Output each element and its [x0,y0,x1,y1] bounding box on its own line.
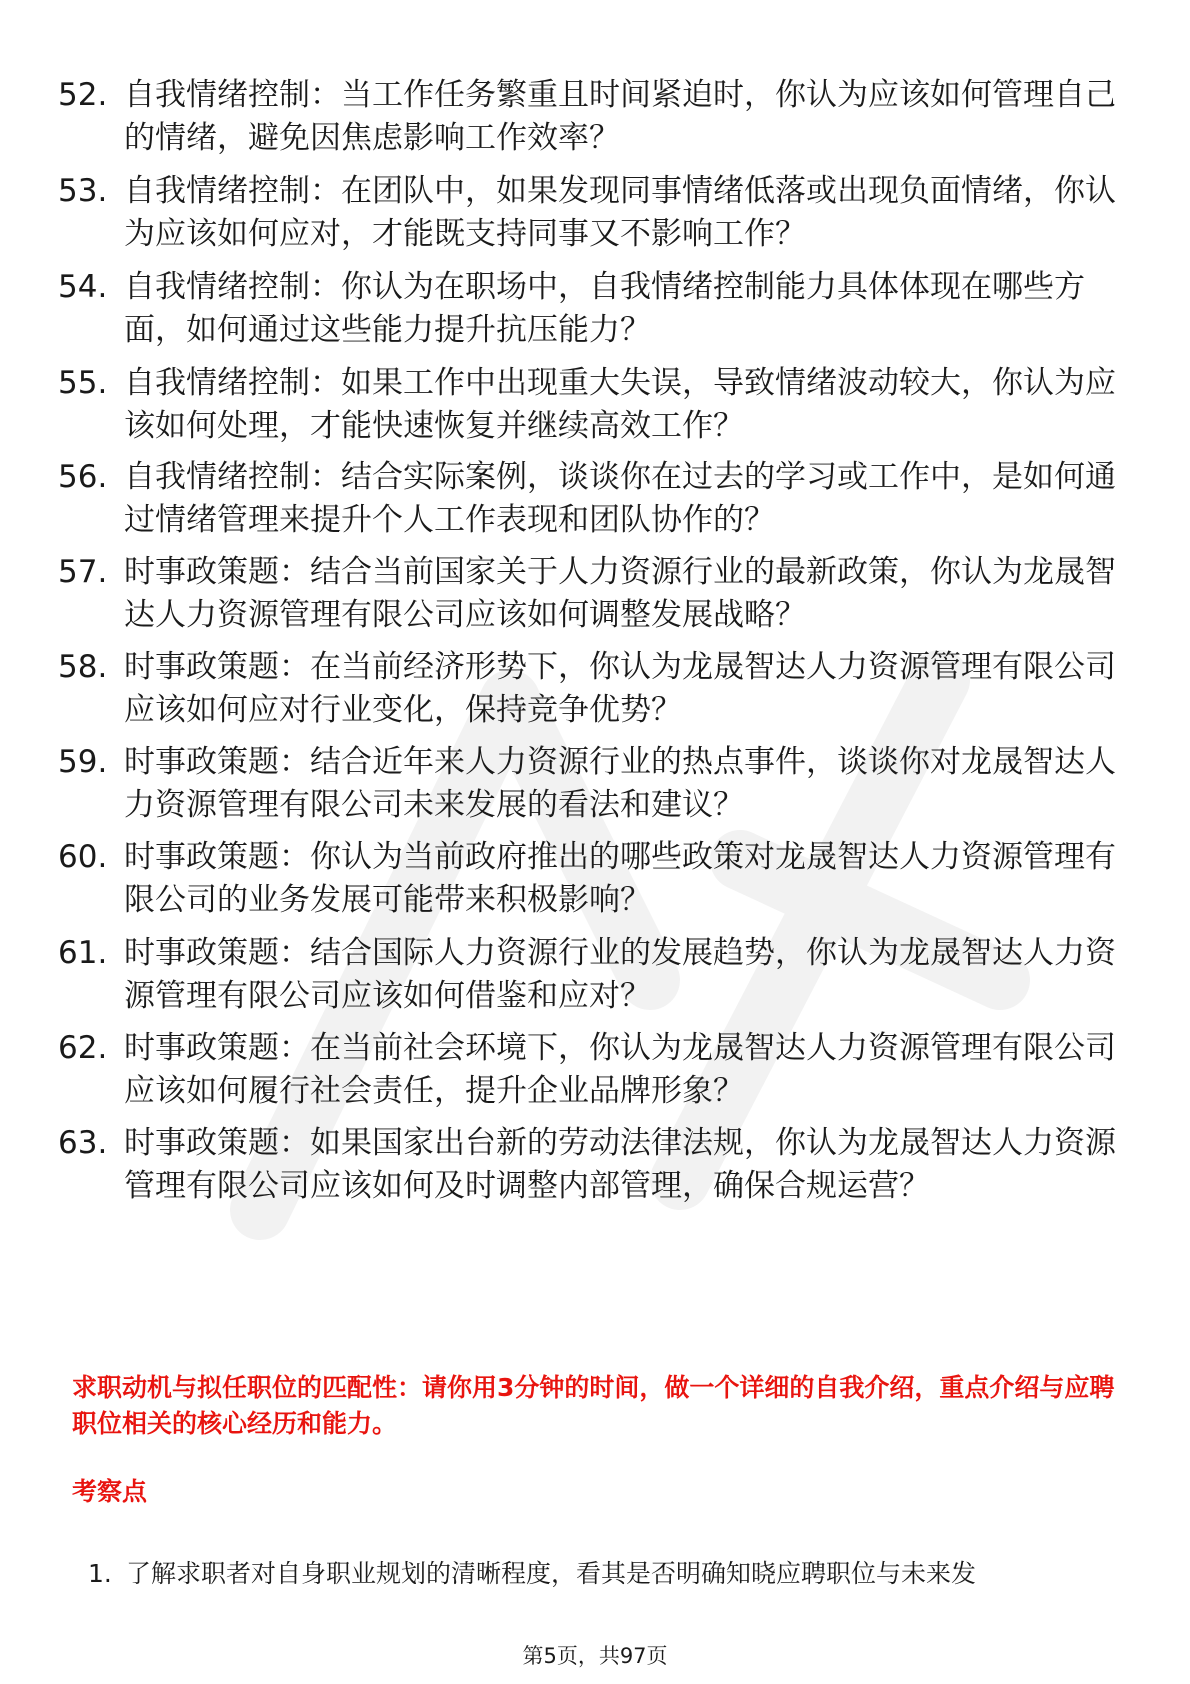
question-number: 58. [58,649,108,685]
page-footer: 第5页，共97页 [522,1644,668,1668]
question-text: 自我情绪控制：如果工作中出现重大失误，导致情绪波动较大，你认为应该如何处理，才能快速恢复并继续高效工作？ [124,365,1116,444]
question-number: 60. [58,839,108,875]
question-number: 54. [58,269,108,305]
question-item [58,551,1118,637]
question-number: 55. [58,365,108,401]
section-label: 考察点 [72,1477,148,1506]
question-text: 自我情绪控制：结合实际案例，谈谈你在过去的学习或工作中，是如何通过情绪管理来提升个人工作表现和团队协作的？ [124,459,1116,538]
question-text: 时事政策题：结合国际人力资源行业的发展趋势，你认为龙晟智达人力资源管理有限公司应该如何借鉴和应对？ [124,935,1116,1014]
question-text: 时事政策题：在当前社会环境下，你认为龙晟智达人力资源管理有限公司应该如何履行社会责任，提升企业品牌形象？ [124,1030,1116,1109]
point-number: 1. [88,1559,112,1588]
question-number: 53. [58,173,108,209]
question-text: 自我情绪控制：你认为在职场中，自我情绪控制能力具体体现在哪些方面，如何通过这些能力提升抗压能力？ [124,269,1085,348]
question-number: 57. [58,554,108,590]
point-text: 了解求职者对自身职业规划的清晰程度，看其是否明确知晓应聘职位与未来发 [126,1559,977,1588]
question-text: 时事政策题：结合近年来人力资源行业的热点事件，谈谈你对龙晟智达人力资源管理有限公司未来发展的看法和建议？ [124,744,1116,823]
question-number: 62. [58,1030,108,1066]
question-item [58,170,1118,256]
question-number: 61. [58,935,108,971]
question-item [58,1027,1118,1113]
question-item [58,741,1118,827]
question-item [58,362,1118,448]
question-text: 时事政策题：结合当前国家关于人力资源行业的最新政策，你认为龙晟智达人力资源管理有限公司应该如何调整发展战略？ [124,554,1116,633]
question-item [58,74,1118,160]
question-item [58,1122,1118,1208]
question-text: 时事政策题：你认为当前政府推出的哪些政策对龙晟智达人力资源管理有限公司的业务发展可能带来积极影响？ [124,839,1116,918]
list-item [88,1556,1148,1592]
question-number: 63. [58,1125,108,1161]
question-item [58,646,1118,732]
question-text: 时事政策题：在当前经济形势下，你认为龙晟智达人力资源管理有限公司应该如何应对行业变化，保持竞争优势？ [124,649,1116,728]
question-text: 时事政策题：如果国家出台新的劳动法律法规，你认为龙晟智达人力资源管理有限公司应该如何及时调整内部管理，确保合规运营？ [124,1125,1116,1204]
question-number: 56. [58,459,108,495]
question-number: 59. [58,744,108,780]
question-item [58,266,1118,352]
question-text: 自我情绪控制：在团队中，如果发现同事情绪低落或出现负面情绪，你认为应该如何应对，才能既支持同事又不影响工作？ [124,173,1116,252]
question-item [58,932,1118,1018]
section-heading: 求职动机与拟任职位的匹配性：请你用3分钟的时间，做一个详细的自我介绍，重点介绍与应聘职位相关的核心经历和能力。 [72,1373,1115,1438]
question-item [58,456,1118,542]
question-number: 52. [58,77,108,113]
question-text: 自我情绪控制：当工作任务繁重且时间紧迫时，你认为应该如何管理自己的情绪，避免因焦虑影响工作效率？ [124,77,1116,156]
question-item [58,836,1118,922]
